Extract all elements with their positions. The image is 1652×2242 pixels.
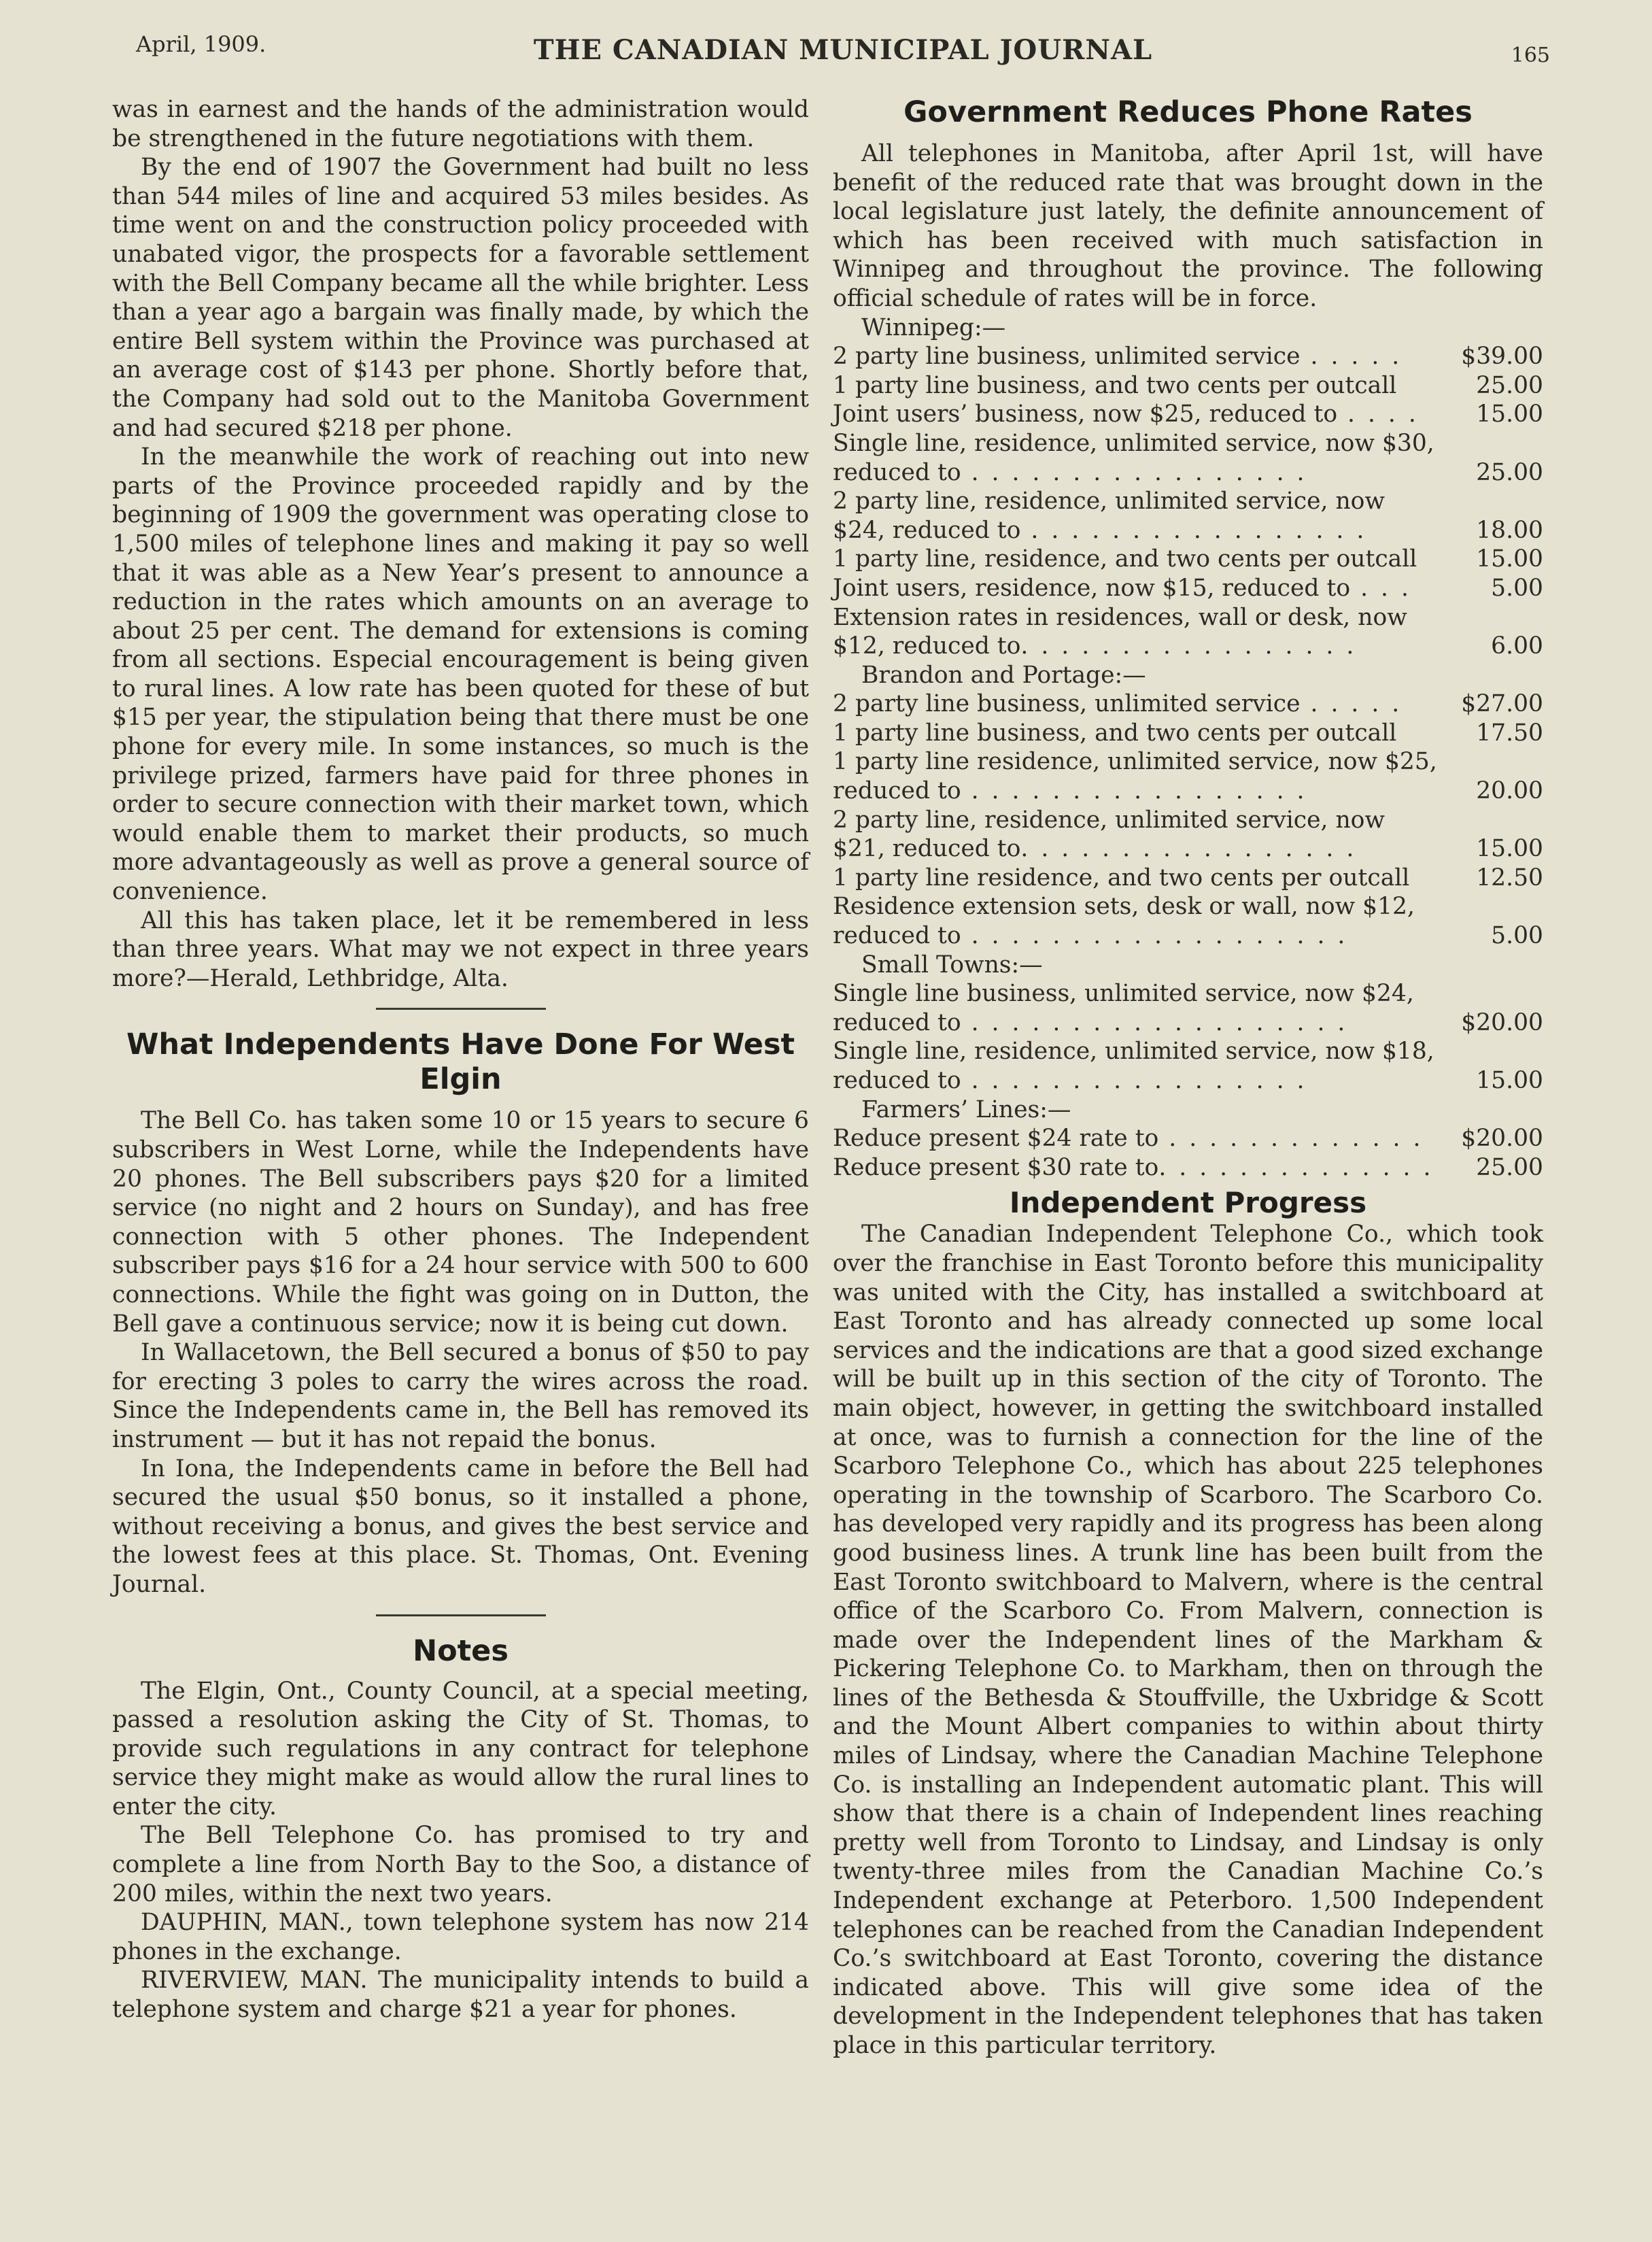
rate-amount: 17.50: [1476, 719, 1543, 747]
paragraph: In Iona, the Independents came in before the Bell had secured the usual $50 bonus, so it installed a phone, without receiving a bonus, and gives the best service and the lowest fees at this place. St. Thomas, Ont. Evening Journal.: [112, 1455, 809, 1598]
paragraph: The Bell Telephone Co. has promised to try and complete a line from North Bay to the Soo, a distance of 200 miles, within the next two years.: [112, 1822, 809, 1907]
section-divider: [376, 1614, 546, 1616]
rate-row: 1 party line business, and two cents per outcall 25.00: [833, 371, 1543, 399]
rate-row: 2 party line, residence, unlimited service, now $24, reduced to . . . . . . . . . . . . . . . . . 18.00: [833, 488, 1543, 544]
rate-amount: $20.00: [1461, 1008, 1543, 1036]
rate-group-label: Brandon and Portage:—: [861, 661, 1146, 689]
right-column: [833, 95, 1543, 2060]
rate-group-label: Winnipeg:—: [861, 313, 1006, 341]
rate-amount: 6.00: [1491, 632, 1543, 660]
rate-row: Reduce present $24 rate to . . . . . . . . . . . . . $20.00: [833, 1125, 1543, 1153]
rate-group-label: Farmers’ Lines:—: [861, 1095, 1071, 1123]
rate-row: Single line, residence, unlimited service, now $30, reduced to . . . . . . . . . . . . . . . . . 25.00: [833, 429, 1543, 486]
rate-amount: 25.00: [1476, 1153, 1543, 1181]
rate-group-label: Small Towns:—: [861, 951, 1043, 979]
issue-date: April, 1909.: [136, 31, 266, 57]
paragraph: In Wallacetown, the Bell secured a bonus of $50 to pay for erecting 3 poles to carry the wires across the road. Since the Independents came in, the Bell has removed its instrument — but it has not repaid the bonus.: [112, 1339, 809, 1453]
rate-row: 1 party line residence, and two cents per outcall 12.50: [833, 864, 1543, 891]
rate-row: 1 party line business, and two cents per outcall 17.50: [833, 719, 1543, 747]
paragraph: RIVERVIEW, MAN. The municipality intends to build a telephone system and charge $21 a year for phones.: [112, 1967, 809, 2024]
section-divider: [376, 1008, 546, 1010]
left-column: [112, 95, 809, 2024]
rate-amount: 20.00: [1476, 777, 1543, 805]
rate-amount: 15.00: [1476, 835, 1543, 863]
rate-amount: 5.00: [1491, 574, 1543, 602]
rate-amount: 25.00: [1476, 458, 1543, 486]
paragraph: All this has taken place, let it be remembered in less than three years. What may we not expect in three years more?—Herald, Lethbridge, Alta.: [112, 906, 809, 992]
headline-phone-rates: Government Reduces Phone Rates: [904, 95, 1473, 129]
headline-notes: Notes: [413, 1633, 509, 1668]
rate-amount: $39.00: [1461, 343, 1543, 371]
rate-row: Single line, residence, unlimited service, now $18, reduced to . . . . . . . . . . . . . . . . . 15.00: [833, 1038, 1543, 1094]
headline-independent-progress: Independent Progress: [1009, 1186, 1367, 1220]
rate-amount: $20.00: [1461, 1125, 1543, 1153]
paragraph: By the end of 1907 the Government had built no less than 544 miles of line and acquired 53 miles besides. As time went on and the construction policy proceeded with unabated vigor, the prospects for a favorable settlement with the Bell Company became all the while brighter. Less than a year ago a bargain was finally made, by which the entire Bell system within the Province was purchased at an average cost of $143 per phone. Shortly before that, the Company had sold out to the Manitoba Government and had secured $218 per phone.: [112, 154, 809, 442]
rate-amount: 15.00: [1476, 1067, 1543, 1094]
paragraph: The Bell Co. has taken some 10 or 15 years to secure 6 subscribers in West Lorne, while the Independents have 20 phones. The Bell subscribers pays $20 for a limited service (no night and 2 hours on Sunday), and has free connection with 5 other phones. The Independent subscriber pays $16 for a 24 hour service with 500 to 600 connections. While the fight was going on in Dutton, the Bell gave a continuous service; now it is being cut down.: [112, 1107, 809, 1338]
rate-row: Single line business, unlimited service, now $24, reduced to . . . . . . . . . . . . . . . . . . . $20.00: [833, 980, 1543, 1036]
paragraph: was in earnest and the hands of the administration would be strengthened in the future negotiations with them.: [112, 96, 809, 152]
rate-row: Residence extension sets, desk or wall, now $12, reduced to . . . . . . . . . . . . . . . . . . . 5.00: [833, 893, 1543, 950]
rate-row: 1 party line residence, unlimited service, now $25, reduced to . . . . . . . . . . . . . . . . . 20.00: [833, 748, 1543, 805]
rate-amount: 5.00: [1491, 922, 1543, 950]
journal-title: THE CANADIAN MUNICIPAL JOURNAL: [533, 34, 1153, 66]
rate-row: 2 party line, residence, unlimited service, now $21, reduced to. . . . . . . . . . . . . . . . . 15.00: [833, 806, 1543, 863]
rate-row: 1 party line, residence, and two cents per outcall 15.00: [833, 545, 1543, 573]
headline-west-elgin: What Independents Have Done For West Elgin: [126, 1027, 795, 1097]
rate-amount: 25.00: [1476, 371, 1543, 399]
paragraph: The Canadian Independent Telephone Co., which took over the franchise in East Toronto before this municipality was united with the City, has installed a switchboard at East Toronto and has already connected up some local services and the indications are that a good sized exchange will be built up in this section of the city of Toronto. The main object, however, in getting the switchboard installed at once, was to furnish a connection for the line of the Scarboro Telephone Co., which has about 225 telephones operating in the township of Scarboro. The Scarboro Co. has developed very rapidly and its progress has been along good business lines. A trunk line has been built from the East Toronto switchboard to Malvern, where is the central office of the Scarboro Co. From Malvern, connection is made over the Independent lines of the Markham & Pickering Telephone Co. to Markham, then on through the lines of the Bethesda & Stouffville, the Uxbridge & Scott and the Mount Albert companies to within about thirty miles of Lindsay, where the Canadian Machine Telephone Co. is installing an Independent automatic plant. This will show that there is a chain of Independent lines reaching pretty well from Toronto to Lindsay, and Lindsay is only twenty-three miles from the Canadian Machine Co.’s Independent exchange at Peterboro. 1,500 Independent telephones can be reached from the Canadian Independent Co.’s switchboard at East Toronto, covering the distance indicated above. This will give some idea of the development in the Independent telephones that has taken place in this particular territory.: [833, 1221, 1543, 2059]
page-header: [136, 27, 1550, 75]
rate-row: Extension rates in residences, wall or desk, now $12, reduced to. . . . . . . . . . . . . . . . . 6.00: [833, 603, 1543, 660]
rate-row: 2 party line business, unlimited service . . . . . $39.00: [833, 343, 1543, 371]
paragraph: All telephones in Manitoba, after April 1st, will have benefit of the reduced rate that was brought down in the local legislature just lately, the definite announcement of which has been received with much satisfaction in Winnipeg and throughout the province. The following official schedule of rates will be in force.: [833, 140, 1543, 312]
page-number: 165: [1511, 44, 1550, 67]
rate-row: Reduce present $30 rate to. . . . . . . . . . . . . . 25.00: [833, 1153, 1543, 1181]
rate-amount: $27.00: [1461, 690, 1543, 718]
paragraph: The Elgin, Ont., County Council, at a special meeting, passed a resolution asking the City of St. Thomas, to provide such regulations in any contract for telephone service they might make as would allow the rural lines to enter the city.: [112, 1677, 809, 1820]
rate-amount: 15.00: [1476, 401, 1543, 428]
rate-row: 2 party line business, unlimited service . . . . . $27.00: [833, 690, 1543, 718]
rate-row: Joint users’ business, now $25, reduced to . . . . 15.00: [833, 401, 1543, 428]
rate-amount: 12.50: [1476, 864, 1543, 891]
rate-amount: 18.00: [1476, 516, 1543, 544]
paragraph: In the meanwhile the work of reaching out into new parts of the Province proceeded rapidly and by the beginning of 1909 the government was operating close to 1,500 miles of telephone lines and making it pay so well that it was able as a New Year’s present to announce a reduction in the rates which amounts on an average to about 25 per cent. The demand for extensions is coming from all sections. Especial encouragement is being given to rural lines. A low rate has been quoted for these of but $15 per year, the stipulation being that there must be one phone for every mile. In some instances, so much is the privilege prized, farmers have paid for three phones in order to secure connection with their market town, which would enable them to market their products, so much more advantageously as well as prove a general source of convenience.: [112, 443, 809, 906]
paragraph: DAUPHIN, MAN., town telephone system has now 214 phones in the exchange.: [112, 1909, 809, 1965]
rate-row: Joint users, residence, now $15, reduced to . . . 5.00: [833, 574, 1543, 602]
rate-amount: 15.00: [1476, 545, 1543, 573]
